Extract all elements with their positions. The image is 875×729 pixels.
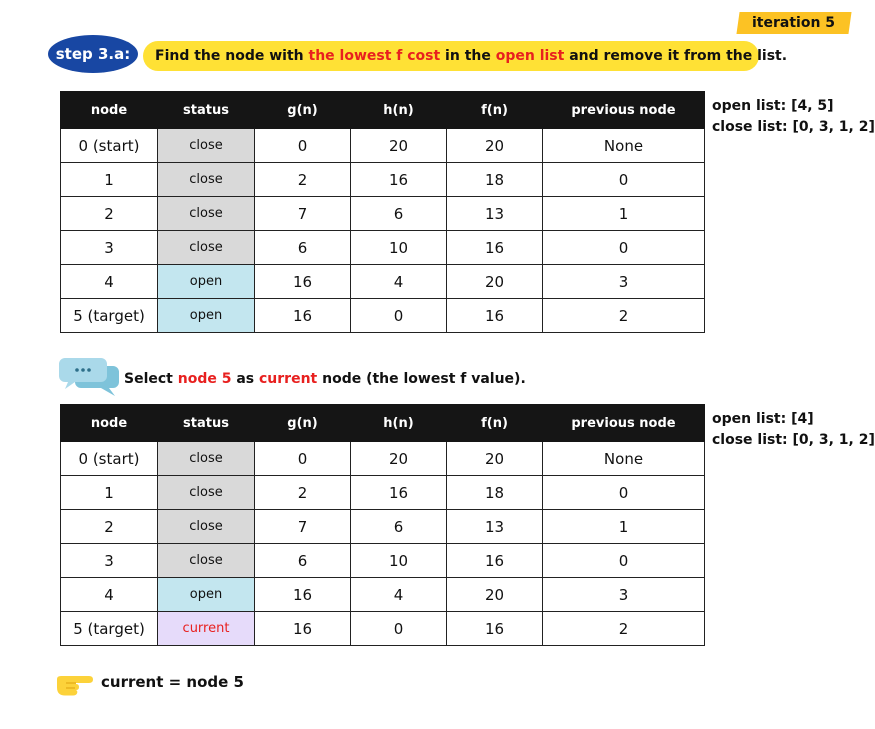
table-row: [61, 476, 705, 510]
table-row: [61, 163, 705, 197]
node-cell: 3: [61, 231, 158, 265]
node-cell: 1: [61, 476, 158, 510]
f-value-cell: 16: [447, 231, 543, 265]
status-cell: close: [158, 197, 255, 231]
node-cell: 0 (start): [61, 442, 158, 476]
column-header: status: [158, 92, 255, 129]
table-row: [61, 265, 705, 299]
table-row: [61, 197, 705, 231]
open-list-before: open list: [4, 5]: [712, 98, 834, 114]
iteration-tag: [736, 12, 851, 34]
table-row: [61, 129, 705, 163]
column-header: previous node: [543, 405, 705, 442]
f-value-cell: 20: [447, 578, 543, 612]
h-value-cell: 16: [351, 476, 447, 510]
h-value-cell: 4: [351, 578, 447, 612]
status-cell: close: [158, 476, 255, 510]
node-cell: 1: [61, 163, 158, 197]
table-header-row: [61, 405, 705, 442]
status-cell: close: [158, 544, 255, 578]
node-table-before: [60, 91, 705, 333]
previous-node-cell: 0: [543, 544, 705, 578]
g-value-cell: 16: [255, 578, 351, 612]
node-cell: 0 (start): [61, 129, 158, 163]
f-value-cell: 20: [447, 129, 543, 163]
column-header: g(n): [255, 92, 351, 129]
h-value-cell: 6: [351, 197, 447, 231]
node-cell: 4: [61, 578, 158, 612]
column-header: previous node: [543, 92, 705, 129]
f-value-cell: 20: [447, 265, 543, 299]
instruction-text-1: Find the node with: [155, 48, 309, 64]
node-cell: 5 (target): [61, 299, 158, 333]
g-value-cell: 16: [255, 299, 351, 333]
previous-node-cell: 1: [543, 197, 705, 231]
status-cell: close: [158, 510, 255, 544]
table-row: [61, 442, 705, 476]
node-cell: 5 (target): [61, 612, 158, 646]
g-value-cell: 0: [255, 129, 351, 163]
f-value-cell: 18: [447, 476, 543, 510]
instruction-text-2: in the: [440, 48, 496, 64]
instruction-highlight-lowest-f: the lowest f cost: [308, 48, 441, 64]
g-value-cell: 7: [255, 197, 351, 231]
h-value-cell: 20: [351, 129, 447, 163]
status-cell: open: [158, 265, 255, 299]
select-current-text: [124, 371, 526, 387]
h-value-cell: 16: [351, 163, 447, 197]
previous-node-cell: 0: [543, 476, 705, 510]
f-value-cell: 13: [447, 197, 543, 231]
h-value-cell: 0: [351, 612, 447, 646]
h-value-cell: 0: [351, 299, 447, 333]
status-cell: current: [158, 612, 255, 646]
select-highlight-current: current: [259, 371, 318, 387]
h-value-cell: 20: [351, 442, 447, 476]
step-badge: step 3.a:: [48, 35, 138, 73]
select-text-3: node (the lowest f value).: [317, 371, 526, 387]
speech-bubbles-icon: [59, 356, 121, 398]
column-header: f(n): [447, 92, 543, 129]
select-text-2: as: [231, 371, 259, 387]
f-value-cell: 16: [447, 544, 543, 578]
close-list-after: close list: [0, 3, 1, 2]: [712, 432, 875, 448]
previous-node-cell: 3: [543, 578, 705, 612]
previous-node-cell: 0: [543, 163, 705, 197]
status-cell: open: [158, 299, 255, 333]
node-cell: 3: [61, 544, 158, 578]
select-text-1: Select: [124, 371, 178, 387]
g-value-cell: 2: [255, 163, 351, 197]
h-value-cell: 10: [351, 544, 447, 578]
instruction-bubble: [143, 41, 788, 71]
previous-node-cell: 0: [543, 231, 705, 265]
node-table-after: [60, 404, 705, 646]
previous-node-cell: None: [543, 442, 705, 476]
previous-node-cell: 2: [543, 612, 705, 646]
node-cell: 2: [61, 510, 158, 544]
column-header: h(n): [351, 405, 447, 442]
previous-node-cell: None: [543, 129, 705, 163]
previous-node-cell: 1: [543, 510, 705, 544]
column-header: node: [61, 92, 158, 129]
f-value-cell: 16: [447, 299, 543, 333]
g-value-cell: 2: [255, 476, 351, 510]
table-header-row: [61, 92, 705, 129]
h-value-cell: 10: [351, 231, 447, 265]
table-row: [61, 544, 705, 578]
close-list-before: close list: [0, 3, 1, 2]: [712, 119, 875, 135]
table-row: [61, 231, 705, 265]
previous-node-cell: 2: [543, 299, 705, 333]
g-value-cell: 7: [255, 510, 351, 544]
column-header: node: [61, 405, 158, 442]
f-value-cell: 13: [447, 510, 543, 544]
table-row: [61, 578, 705, 612]
select-highlight-node5: node 5: [177, 371, 232, 387]
column-header: f(n): [447, 405, 543, 442]
g-value-cell: 16: [255, 612, 351, 646]
open-list-after: open list: [4]: [712, 411, 814, 427]
f-value-cell: 20: [447, 442, 543, 476]
column-header: h(n): [351, 92, 447, 129]
pointing-hand-icon: [54, 670, 94, 698]
table-row: [61, 612, 705, 646]
node-cell: 2: [61, 197, 158, 231]
list-summary-before: [712, 96, 875, 138]
status-cell: close: [158, 231, 255, 265]
table-row: [61, 510, 705, 544]
previous-node-cell: 3: [543, 265, 705, 299]
status-cell: open: [158, 578, 255, 612]
status-cell: close: [158, 129, 255, 163]
list-summary-after: [712, 409, 875, 451]
node-cell: 4: [61, 265, 158, 299]
h-value-cell: 4: [351, 265, 447, 299]
column-header: g(n): [255, 405, 351, 442]
iteration-label: iteration 5: [752, 15, 836, 31]
g-value-cell: 16: [255, 265, 351, 299]
g-value-cell: 0: [255, 442, 351, 476]
g-value-cell: 6: [255, 544, 351, 578]
column-header: status: [158, 405, 255, 442]
g-value-cell: 6: [255, 231, 351, 265]
f-value-cell: 16: [447, 612, 543, 646]
status-cell: close: [158, 163, 255, 197]
instruction-text-3: and remove it from the list.: [564, 48, 788, 64]
h-value-cell: 6: [351, 510, 447, 544]
instruction-highlight-open-list: open list: [495, 48, 565, 64]
status-cell: close: [158, 442, 255, 476]
table-row: [61, 299, 705, 333]
f-value-cell: 18: [447, 163, 543, 197]
current-assignment: current = node 5: [101, 673, 244, 691]
